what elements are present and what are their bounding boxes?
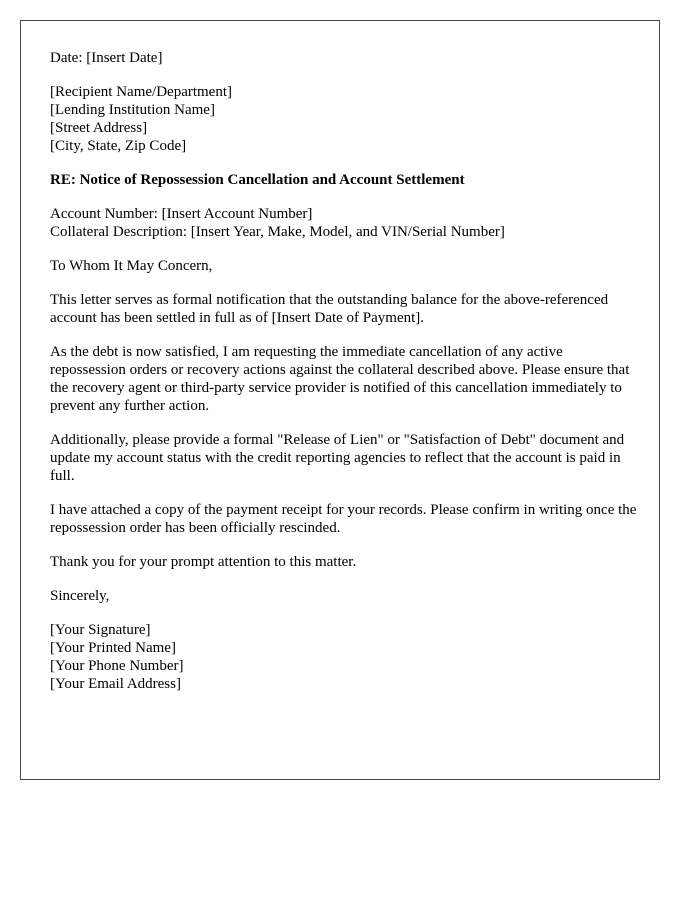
body-paragraph: Additionally, please provide a formal "Release of Lien" or "Satisfaction of Debt" document and update my account status with the credit reporting agencies to reflect that the account is paid in full. (50, 432, 625, 484)
recipient-institution: [Lending Institution Name] (50, 102, 215, 118)
recipient-block (50, 83, 640, 155)
body-paragraph: Thank you for your prompt attention to this matter. (50, 554, 357, 570)
recipient-name: [Recipient Name/Department] (50, 84, 233, 100)
recipient-street: [Street Address] (50, 120, 148, 136)
recipient-city: [City, State, Zip Code] (50, 138, 187, 154)
collateral-description: Collateral Description: [Insert Year, Make, Model, and VIN/Serial Number] (50, 224, 505, 240)
email-address: [Your Email Address] (50, 676, 181, 692)
date-line: Date: [Insert Date] (50, 50, 163, 66)
letter-page (20, 20, 660, 780)
salutation: To Whom It May Concern, (50, 258, 213, 274)
account-number: Account Number: [Insert Account Number] (50, 206, 313, 222)
body-paragraph: As the debt is now satisfied, I am requesting the immediate cancellation of any active repossession orders or recovery actions against the collateral described above. Please ensure that the recovery agent or third-party service provider is notified of this cancellation immediately to prevent any further action. (50, 344, 630, 414)
subject-line: RE: Notice of Repossession Cancellation and Account Settlement (50, 172, 465, 188)
body-paragraph: This letter serves as formal notification that the outstanding balance for the above-referenced account has been settled in full as of [Insert Date of Payment]. (50, 292, 609, 326)
body-paragraph: I have attached a copy of the payment receipt for your records. Please confirm in writing once the repossession order has been officially rescinded. (50, 502, 637, 536)
closing: Sincerely, (50, 588, 110, 604)
phone-number: [Your Phone Number] (50, 658, 184, 674)
account-details (50, 205, 640, 241)
signature-block (50, 621, 640, 693)
signature-placeholder: [Your Signature] (50, 622, 151, 638)
letter-body (50, 49, 640, 709)
printed-name: [Your Printed Name] (50, 640, 176, 656)
